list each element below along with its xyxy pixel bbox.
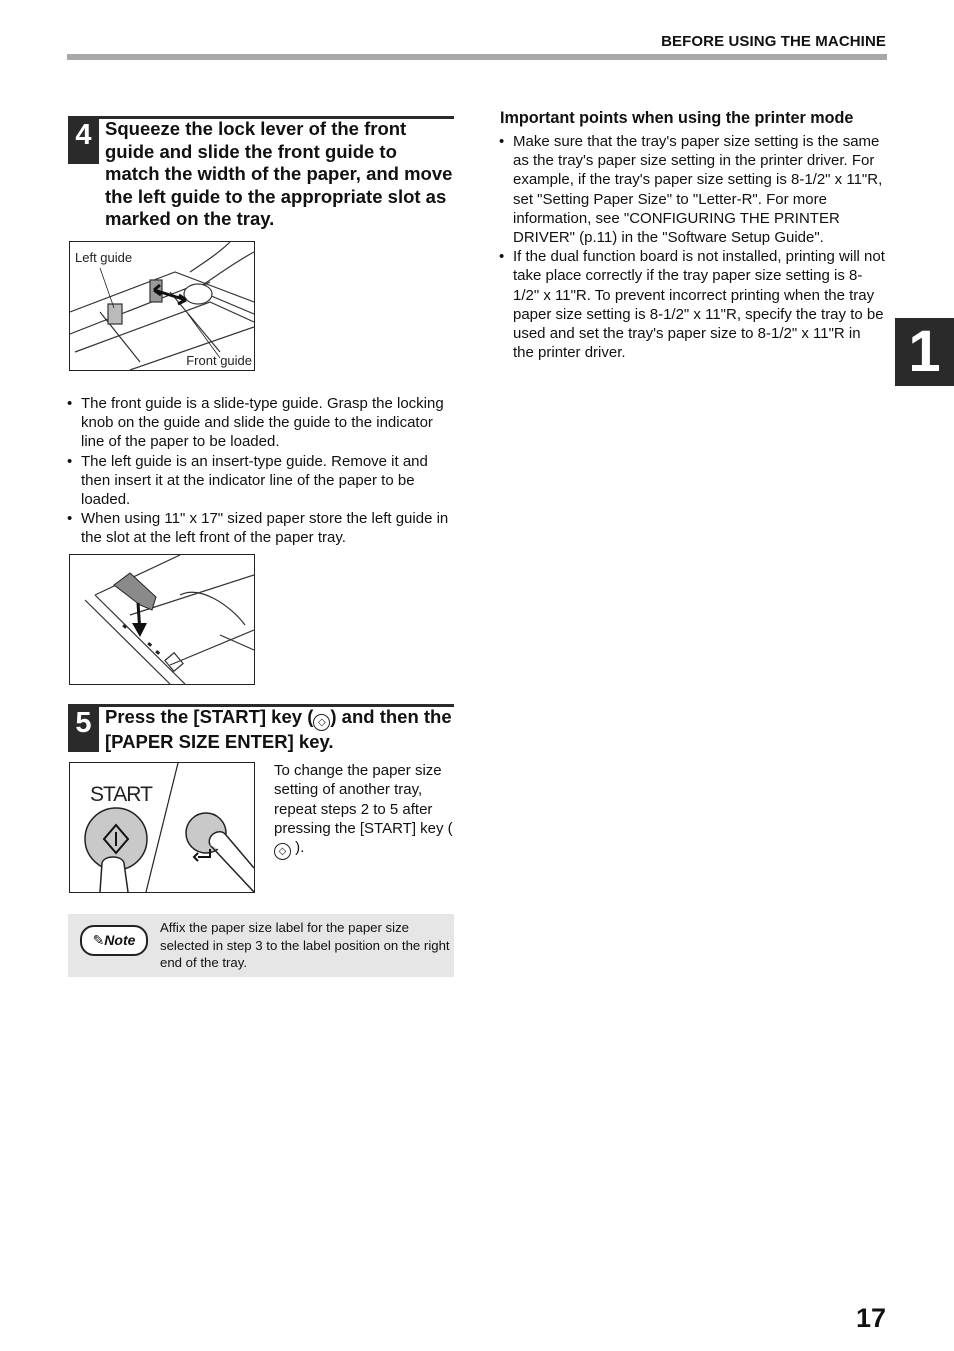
page-number: 17	[855, 1303, 886, 1333]
printer-mode-heading: Important points when using the printer mode	[500, 109, 854, 127]
list-item: • The left guide is an insert-type guide. Remove it and then insert it at the indicator line of the paper to be loaded.	[67, 452, 457, 510]
step-title: Squeeze the lock lever of the front guide and slide the front guide to match the width of the paper, and move the left guide to the appropriate slot as marked on the tray.	[105, 118, 453, 229]
running-header: BEFORE USING THE MACHINE	[661, 33, 886, 50]
step-4	[68, 116, 454, 236]
tray-guides-figure	[69, 241, 255, 371]
step-5	[68, 704, 454, 756]
step-number: 4	[68, 116, 99, 164]
left-guide-label: Left guide	[75, 250, 133, 265]
front-guide-label: Front guide	[186, 353, 252, 368]
note-box	[68, 914, 454, 977]
start-key-icon: ◇	[313, 714, 330, 731]
store-left-guide-figure	[69, 554, 255, 685]
store-left-guide-illustration	[70, 555, 254, 684]
header-rule	[67, 54, 887, 60]
start-key-icon: ◇	[274, 843, 291, 860]
chapter-tab: 1	[895, 318, 954, 386]
pencil-icon: ✎	[92, 932, 105, 948]
start-key-label: START	[90, 783, 152, 806]
list-item: • The front guide is a slide-type guide. Grasp the locking knob on the guide and slide the guide to the indicator line of the paper to be loaded.	[67, 394, 457, 452]
list-item: • Make sure that the tray's paper size setting is the same as the tray's paper size setting in the printer driver. For example, if the tray's paper size setting is 8-1/2" x 11"R, set "Setting Paper Size" to "Letter-R". For more information, see "CONFIGURING THE PRINTER DRIVER" (p.11) in the "Software Setup Guide".	[499, 132, 885, 247]
note-text: Affix the paper size label for the paper size selected in step 3 to the label position on the right end of the tray.	[160, 920, 450, 970]
step-5-note: To change the paper size setting of another tray, repeat steps 2 to 5 after pressing the [START] key (◇ ).	[274, 761, 456, 860]
note-badge: ✎Note	[80, 925, 148, 956]
step-title: Press the [START] key ( ◇ ) and then the [PAPER SIZE ENTER] key.	[105, 706, 452, 752]
start-key-figure	[69, 762, 255, 893]
list-item: • If the dual function board is not installed, printing will not take place correctly if the tray paper size setting is 8-1/2" x 11"R. To prevent incorrect printing when the tray paper size setting is 8-1/2" x 11"R, specify the tray to be used and set the tray's paper size to 8-1/2" x 11"R in the printer driver.	[499, 247, 885, 362]
step-number: 5	[68, 704, 99, 752]
list-item: • When using 11" x 17" sized paper store the left guide in the slot at the left front of the paper tray.	[67, 509, 457, 547]
step-4-notes	[67, 394, 457, 548]
printer-mode-points	[499, 132, 885, 362]
